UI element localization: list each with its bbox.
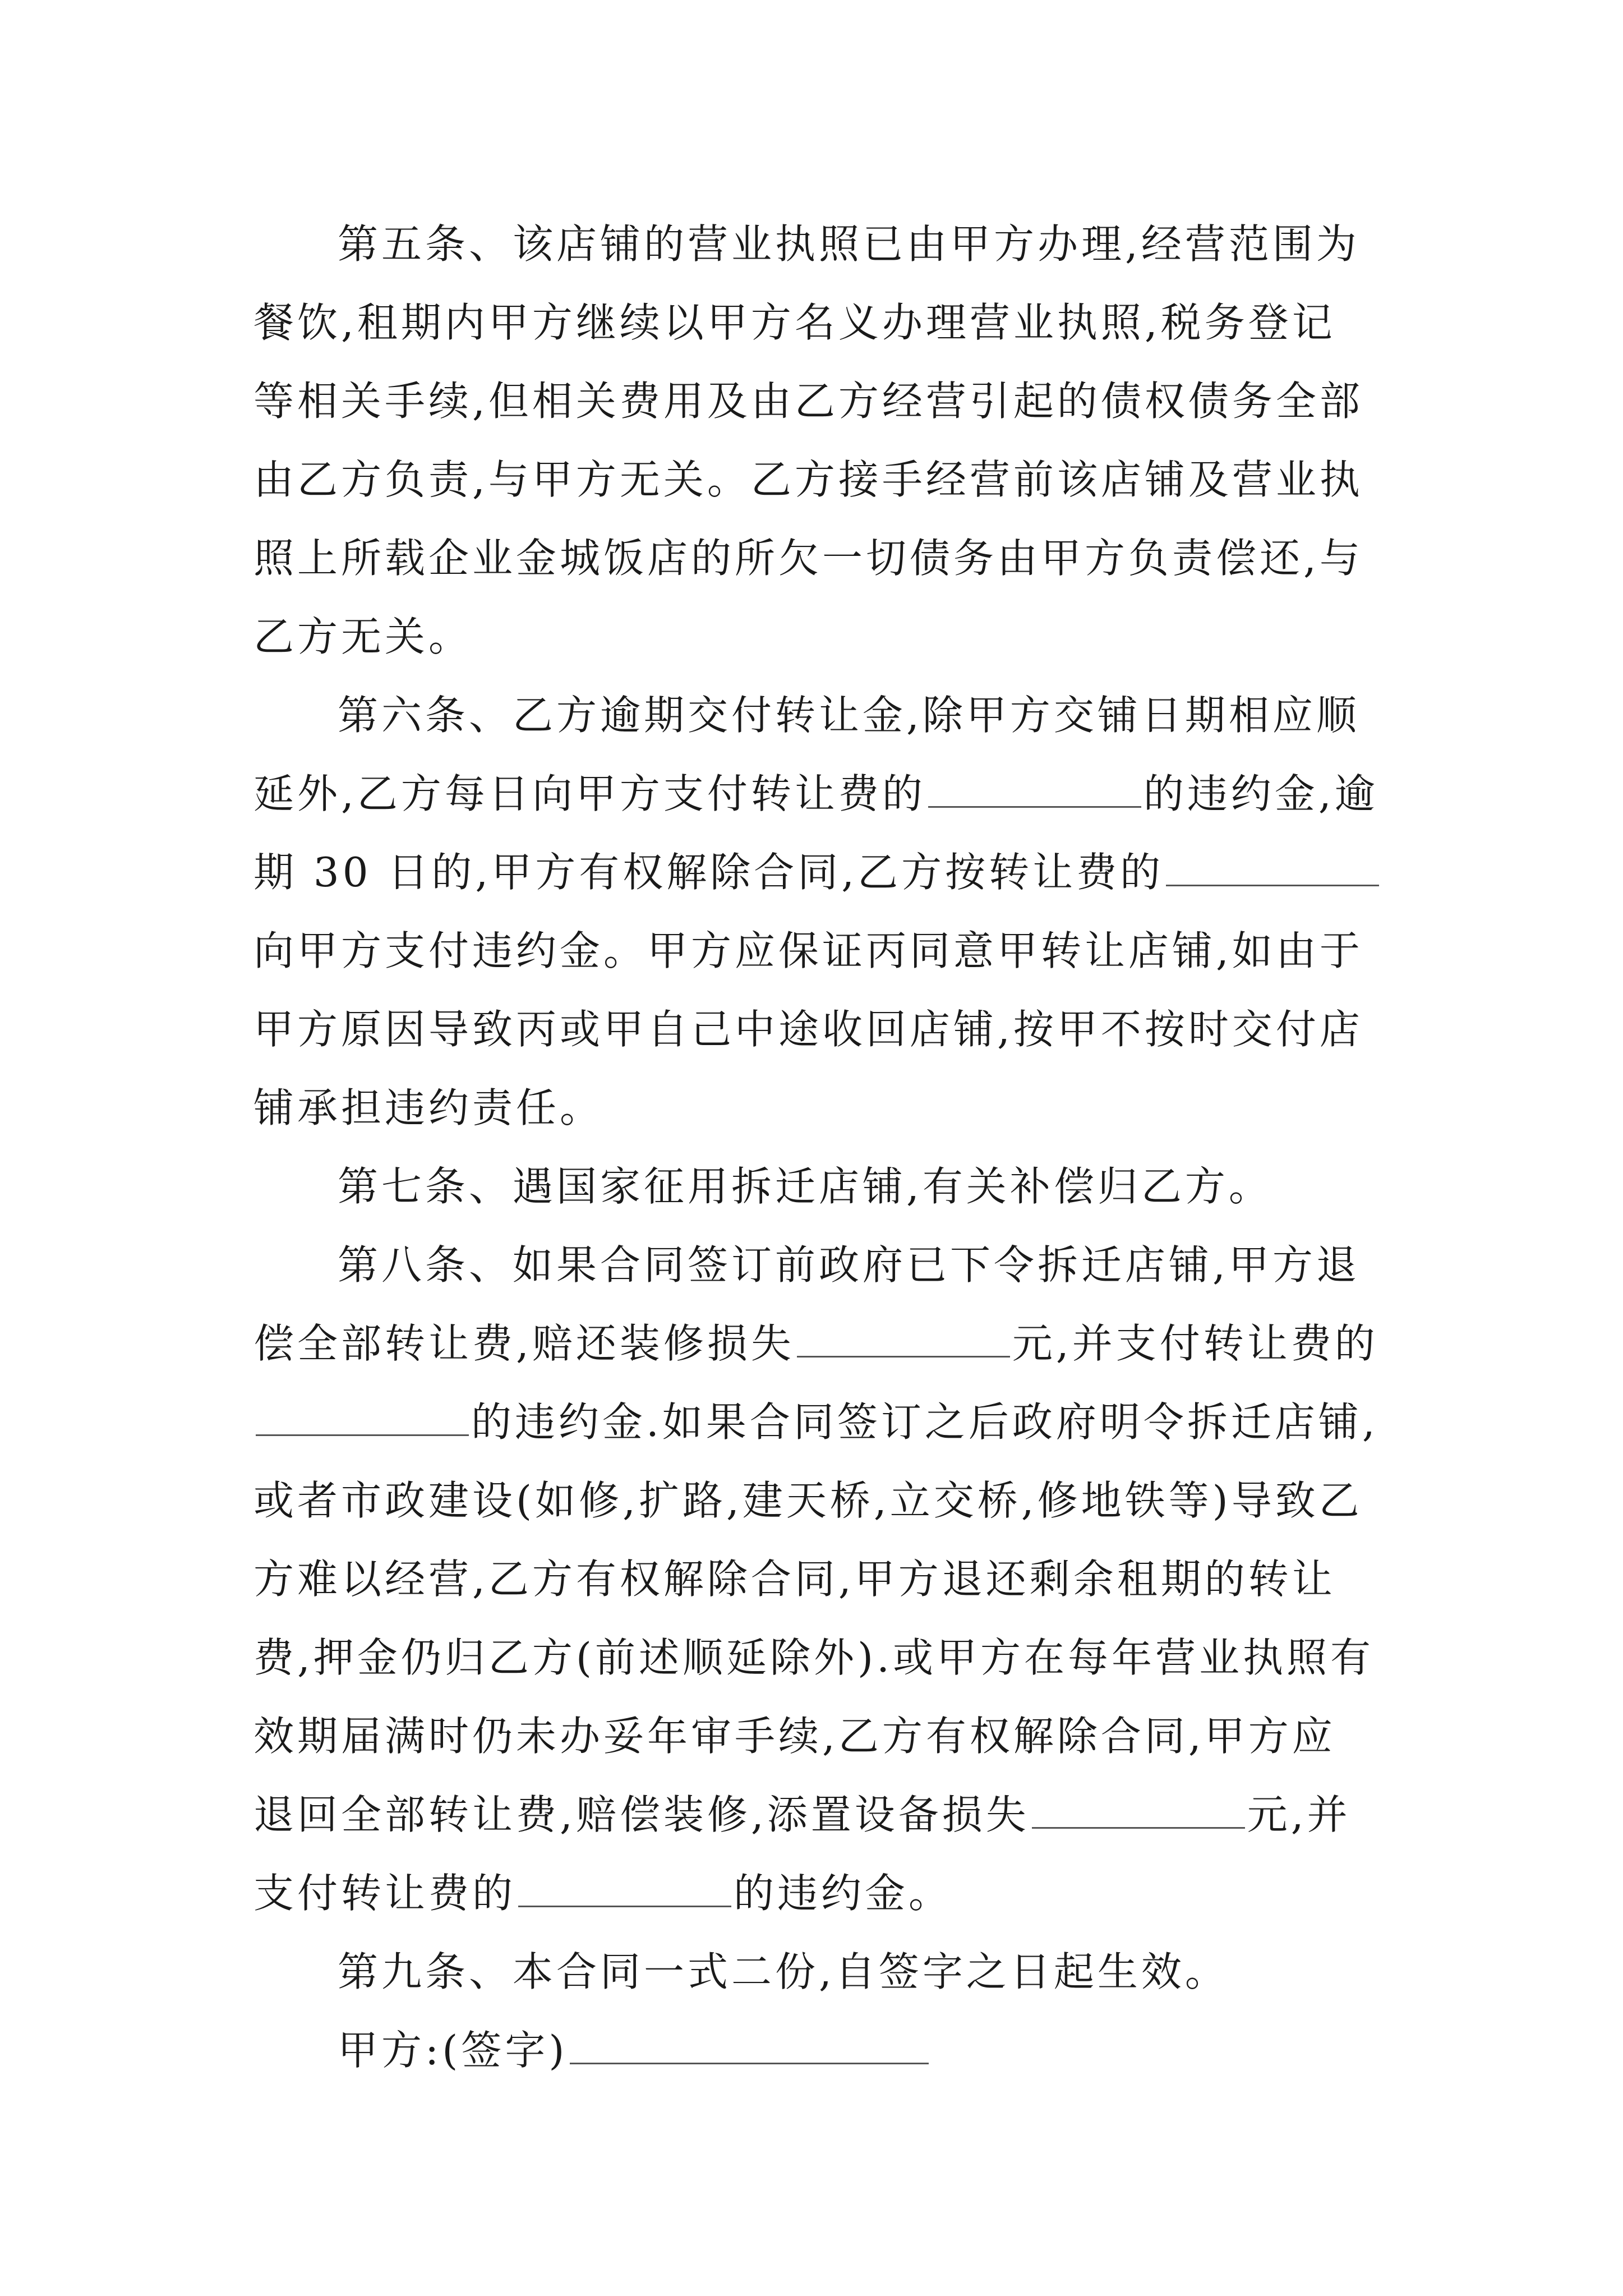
- article-5-line-2: 餐饮,租期内甲方继续以甲方名义办理营业执照,税务登记: [253, 299, 1336, 346]
- article-8-line-9-text-a: 支付转让费的: [253, 1870, 517, 1917]
- article-6-line-6: 铺承担违约责任。: [253, 1084, 604, 1131]
- article-8-line-5: 方难以经营,乙方有权解除合同,甲方退还剩余租期的转让: [253, 1556, 1336, 1603]
- article-6-line-2-text-b: 的违约金,逾: [1143, 770, 1378, 817]
- article-5-line-4: 由乙方负责,与甲方无关。乙方接手经营前该店铺及营业执: [253, 456, 1363, 503]
- article-5-line-6: 乙方无关。: [253, 613, 473, 660]
- article-8-line-9: [253, 1854, 1381, 1932]
- article-8-line-6: 费,押金仍归乙方(前述顺延除外).或甲方在每年营业执照有: [253, 1634, 1374, 1681]
- article-8-line-9-text-b: 的违约金。: [734, 1870, 953, 1917]
- article-6-line-2: [253, 754, 1381, 833]
- article-6-line-1: 第六条、乙方逾期交付转让金,除甲方交铺日期相应顺: [338, 692, 1360, 739]
- article-8-line-2: [253, 1304, 1381, 1383]
- article-8-line-3: [253, 1383, 1381, 1461]
- fill-in-blank: [1166, 850, 1379, 886]
- article-6-line-4: 向甲方支付违约金。甲方应保证丙同意甲转让店铺,如由于: [253, 927, 1363, 974]
- article-8-line-7: 效期届满时仍未办妥年审手续,乙方有权解除合同,甲方应: [253, 1713, 1336, 1760]
- fill-in-blank: [518, 1871, 731, 1907]
- article-8-line-8-text-a: 退回全部转让费,赔偿装修,添置设备损失: [253, 1791, 1030, 1838]
- article-6-line-2-text-a: 延外,乙方每日向甲方支付转让费的: [253, 770, 926, 817]
- fill-in-blank: [928, 771, 1141, 808]
- signature-blank: [570, 2028, 929, 2064]
- article-8-line-2-text-a: 偿全部转让费,赔还装修损失: [253, 1320, 795, 1367]
- article-8-line-4: 或者市政建设(如修,扩路,建天桥,立交桥,修地铁等)导致乙: [253, 1477, 1363, 1524]
- article-6-line-3-text: 期 30 日的,甲方有权解除合同,乙方按转让费的: [253, 849, 1164, 896]
- signature-line: [338, 2011, 1465, 2090]
- article-6-line-3: [253, 833, 1381, 912]
- fill-in-blank: [797, 1321, 1010, 1358]
- fill-in-blank: [256, 1400, 469, 1436]
- article-7-line-1: 第七条、遇国家征用拆迁店铺,有关补偿归乙方。: [338, 1163, 1272, 1210]
- article-8-line-8: [253, 1775, 1381, 1854]
- article-8-line-1: 第八条、如果合同签订前政府已下令拆迁店铺,甲方退: [338, 1241, 1360, 1289]
- article-6-line-5: 甲方原因导致丙或甲自己中途收回店铺,按甲不按时交付店: [253, 1006, 1363, 1053]
- fill-in-blank: [1032, 1792, 1245, 1829]
- article-5-line-5: 照上所载企业金城饭店的所欠一切债务由甲方负责偿还,与: [253, 535, 1363, 582]
- article-5-line-1: 第五条、该店铺的营业执照已由甲方办理,经营范围为: [338, 220, 1360, 268]
- signature-label: 甲方:(签字): [338, 2027, 568, 2074]
- article-9-line-1: 第九条、本合同一式二份,自签字之日起生效。: [338, 1948, 1229, 1995]
- article-8-line-2-text-b: 元,并支付转让费的: [1012, 1320, 1378, 1367]
- article-8-line-8-text-b: 元,并: [1247, 1791, 1351, 1838]
- article-5-line-3: 等相关手续,但相关费用及由乙方经营引起的债权债务全部: [253, 378, 1363, 425]
- article-8-line-3-text: 的违约金.如果合同签订之后政府明令拆迁店铺,: [471, 1398, 1378, 1446]
